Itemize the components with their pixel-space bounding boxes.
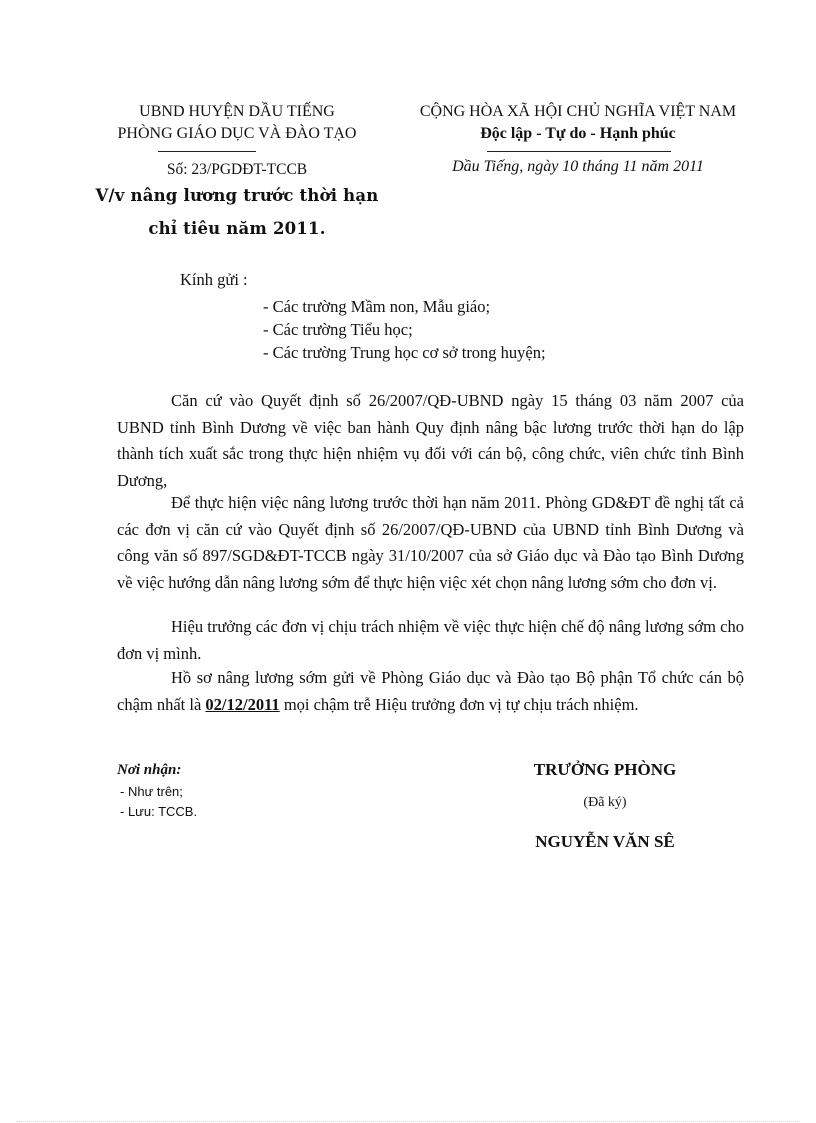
issuing-authority: UBND HUYỆN DẦU TIẾNG: [139, 103, 335, 120]
recipient-item: - Các trường Mầm non, Mẫu giáo;: [263, 297, 491, 316]
signer-name: NGUYỄN VĂN SÊ: [535, 832, 675, 851]
national-motto: Độc lập - Tự do - Hạnh phúc: [480, 125, 676, 142]
national-title: CỘNG HÒA XÃ HỘI CHỦ NGHĨA VIỆT NAM: [419, 103, 737, 120]
distribution-label: Nơi nhận:: [117, 762, 182, 778]
deadline-text-after: mọi chậm trễ Hiệu trưởng đơn vị tự chịu trách nhiệm.: [279, 694, 639, 714]
body-paragraph-3: Hiệu trưởng các đơn vị chịu trách nhiệm về việc thực hiện chế độ nâng lương sớm cho đơn vị mình.: [117, 617, 744, 663]
distribution-item: - Như trên;: [120, 784, 183, 799]
body-paragraph-1: Căn cứ vào Quyết định số 26/2007/QĐ-UBND ngày 15 tháng 03 năm 2007 của UBND tỉnh Bình Dương về việc ban hành Quy định nâng bậc lương trước thời hạn do lập thành tích xuất sắc trong thực hiện nhiệm vụ đối với cán bộ, công chức, viên chức tỉnh Bình Dương,: [117, 391, 744, 490]
recipient-item: - Các trường Trung học cơ sở trong huyện;: [263, 343, 546, 362]
issuing-department: PHÒNG GIÁO DỤC VÀ ĐÀO TẠO: [117, 125, 357, 142]
page-bottom-border: [16, 1121, 800, 1122]
body-paragraph-2: Để thực hiện việc nâng lương trước thời hạn năm 2011. Phòng GD&ĐT đề nghị tất cả các đơn vị căn cứ vào Quyết định số 26/2007/QĐ-UBND của UBND tỉnh Bình Dương và công văn số 897/SGD&ĐT-TCCB ngày 31/10/2007 của sở Giáo dục và Đào tạo Bình Dương về việc hướng dẫn nâng lương sớm để thực hiện việc xét chọn nâng lương sớm cho đơn vị.: [117, 493, 744, 592]
deadline-date: 02/12/2011: [205, 694, 280, 714]
header-left-divider: [158, 151, 256, 152]
header-right-divider: [487, 151, 671, 152]
distribution-item: - Lưu: TCCB.: [120, 804, 198, 819]
deadline-text-before: Hồ sơ nâng lương sớm gửi về Phòng Giáo dục và Đào tạo Bộ phận Tổ chức cán bộ chậm nhất là: [117, 668, 744, 714]
recipient-item: - Các trường Tiểu học;: [263, 320, 413, 339]
place-and-date: Dầu Tiếng, ngày 10 tháng 11 năm 2011: [452, 158, 704, 175]
subject-line-1: V/v nâng lương trước thời hạn: [95, 186, 379, 205]
recipients-label: Kính gửi :: [180, 270, 248, 289]
signed-mark: (Đã ký): [583, 795, 627, 810]
body-paragraph-deadline: [117, 665, 744, 718]
document-number: Số: 23/PGDĐT-TCCB: [166, 161, 308, 178]
signer-title: TRƯỞNG PHÒNG: [533, 760, 677, 779]
subject-line-2: chỉ tiêu năm 2011.: [148, 219, 326, 238]
